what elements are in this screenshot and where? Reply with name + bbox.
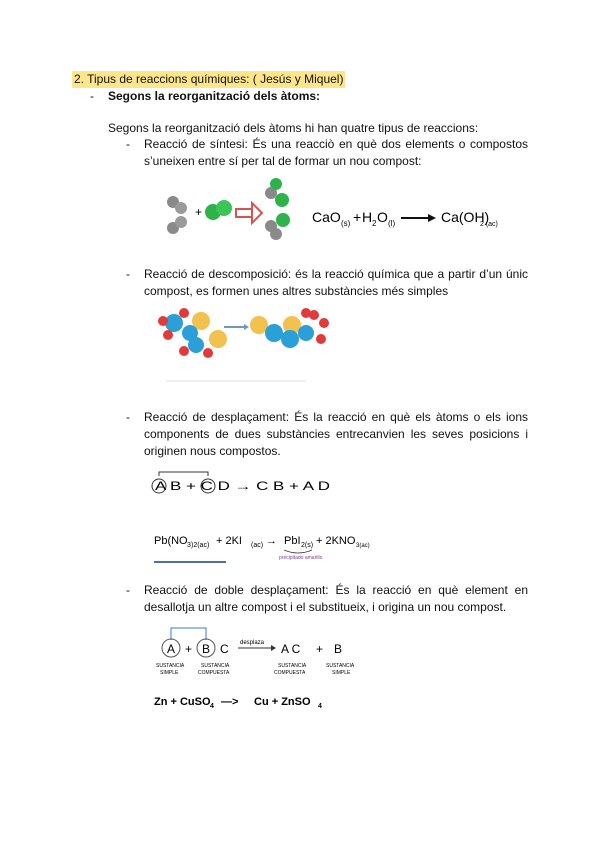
svg-text:A C: A C <box>281 642 301 656</box>
svg-text:A B + C D → C B + A D: A B + C D → C B + A D <box>155 479 331 493</box>
svg-text:(ac): (ac) <box>251 542 264 549</box>
subheading-text: Segons la reorganització dels àtoms: <box>108 89 321 103</box>
decomposition-figure <box>146 303 341 388</box>
list-item-synthesis <box>126 136 528 170</box>
svg-text:COMPUESTA: COMPUESTA <box>198 670 230 676</box>
svg-text:B: B <box>202 642 211 656</box>
list-item-text: Reacció de desplaçament: És la reacció en què els àtoms o els ions components de dues substàncies entrecanvien les seves posicions i originen nous compostos. <box>144 410 528 458</box>
synthesis-figure <box>146 170 496 245</box>
list-dash: - <box>126 137 130 151</box>
plus-sign: + <box>195 205 203 219</box>
svg-text:SIMPLE: SIMPLE <box>160 670 179 676</box>
svg-text:SIMPLE: SIMPLE <box>332 670 351 676</box>
list-item-decomposition <box>126 266 528 300</box>
svg-text:+ 2KI: + 2KI <box>216 535 242 547</box>
svg-text:A: A <box>167 642 176 656</box>
svg-text:(l): (l) <box>388 219 396 228</box>
svg-text:(s): (s) <box>341 219 351 228</box>
list-dash: - <box>126 267 130 281</box>
svg-text:COMPUESTA: COMPUESTA <box>274 670 306 676</box>
svg-text:Pb(NO: Pb(NO <box>154 535 188 547</box>
svg-text:+ 2KNO: + 2KNO <box>316 535 356 547</box>
svg-text:SUSTANCIA: SUSTANCIA <box>326 663 355 669</box>
svg-text:Ca(OH): Ca(OH) <box>441 209 490 225</box>
list-item-double-displacement <box>126 582 528 616</box>
svg-text:C: C <box>220 642 229 656</box>
svg-text:Zn + CuSO: Zn + CuSO <box>154 696 211 708</box>
svg-text:PbI: PbI <box>284 535 301 547</box>
subheading <box>90 89 320 104</box>
svg-text:B: B <box>334 642 343 656</box>
list-item-displacement <box>126 409 528 460</box>
list-item-text: Reacció de doble desplaçament: És la reacció en què element en desallotja un altre compost i el substitueix, i origina un nou compost. <box>144 583 528 614</box>
svg-text:2: 2 <box>372 219 377 228</box>
list-dash: - <box>126 583 130 597</box>
svg-text:3(ac): 3(ac) <box>356 543 370 549</box>
svg-text:2(s): 2(s) <box>301 542 314 549</box>
svg-text:Cu + ZnSO: Cu + ZnSO <box>254 696 311 708</box>
svg-text:4: 4 <box>318 703 322 710</box>
displacement-figure <box>146 466 376 566</box>
svg-text:SUSTANCIA: SUSTANCIA <box>201 663 230 669</box>
double-displacement-figure <box>146 618 361 713</box>
svg-text:H: H <box>362 209 373 225</box>
list-item-text: Reacció de síntesi: És una reacciò en què dos elements o compostos s’uneixen entre sí per tal de formar un nou compost: <box>144 137 528 168</box>
svg-text:2 (ac): 2 (ac) <box>480 221 498 228</box>
svg-text:3: 3 <box>187 542 191 549</box>
intro-paragraph: Segons la reorganització dels àtoms hi han quatre tipus de reaccions: <box>108 121 479 135</box>
section-heading: 2. Tipus de reaccions químiques: ( Jesús y Miquel) <box>74 72 344 86</box>
svg-text:+: + <box>353 209 362 225</box>
svg-text:SUSTANCIA: SUSTANCIA <box>278 663 307 669</box>
svg-text:+: + <box>316 642 324 656</box>
svg-text:precipitado amarillo: precipitado amarillo <box>279 555 323 561</box>
svg-text:→: → <box>266 535 277 547</box>
svg-text:O: O <box>377 209 388 225</box>
list-dash: - <box>126 410 130 424</box>
subheading-dash: - <box>90 89 94 103</box>
svg-text:SUSTANCIA: SUSTANCIA <box>156 663 185 669</box>
svg-text:—>: —> <box>221 696 239 708</box>
svg-text:desplaza: desplaza <box>240 640 265 646</box>
zinc-copper-equation <box>154 696 322 710</box>
svg-text:)2(ac): )2(ac) <box>191 542 210 549</box>
svg-text:+: + <box>185 642 193 656</box>
svg-text:CaO: CaO <box>312 209 341 225</box>
svg-text:4: 4 <box>210 703 214 710</box>
list-item-text: Reacció de descomposició: és la reacció química que a partir d’un únic compost, es formen unes altres substàncies més simples <box>144 267 528 298</box>
